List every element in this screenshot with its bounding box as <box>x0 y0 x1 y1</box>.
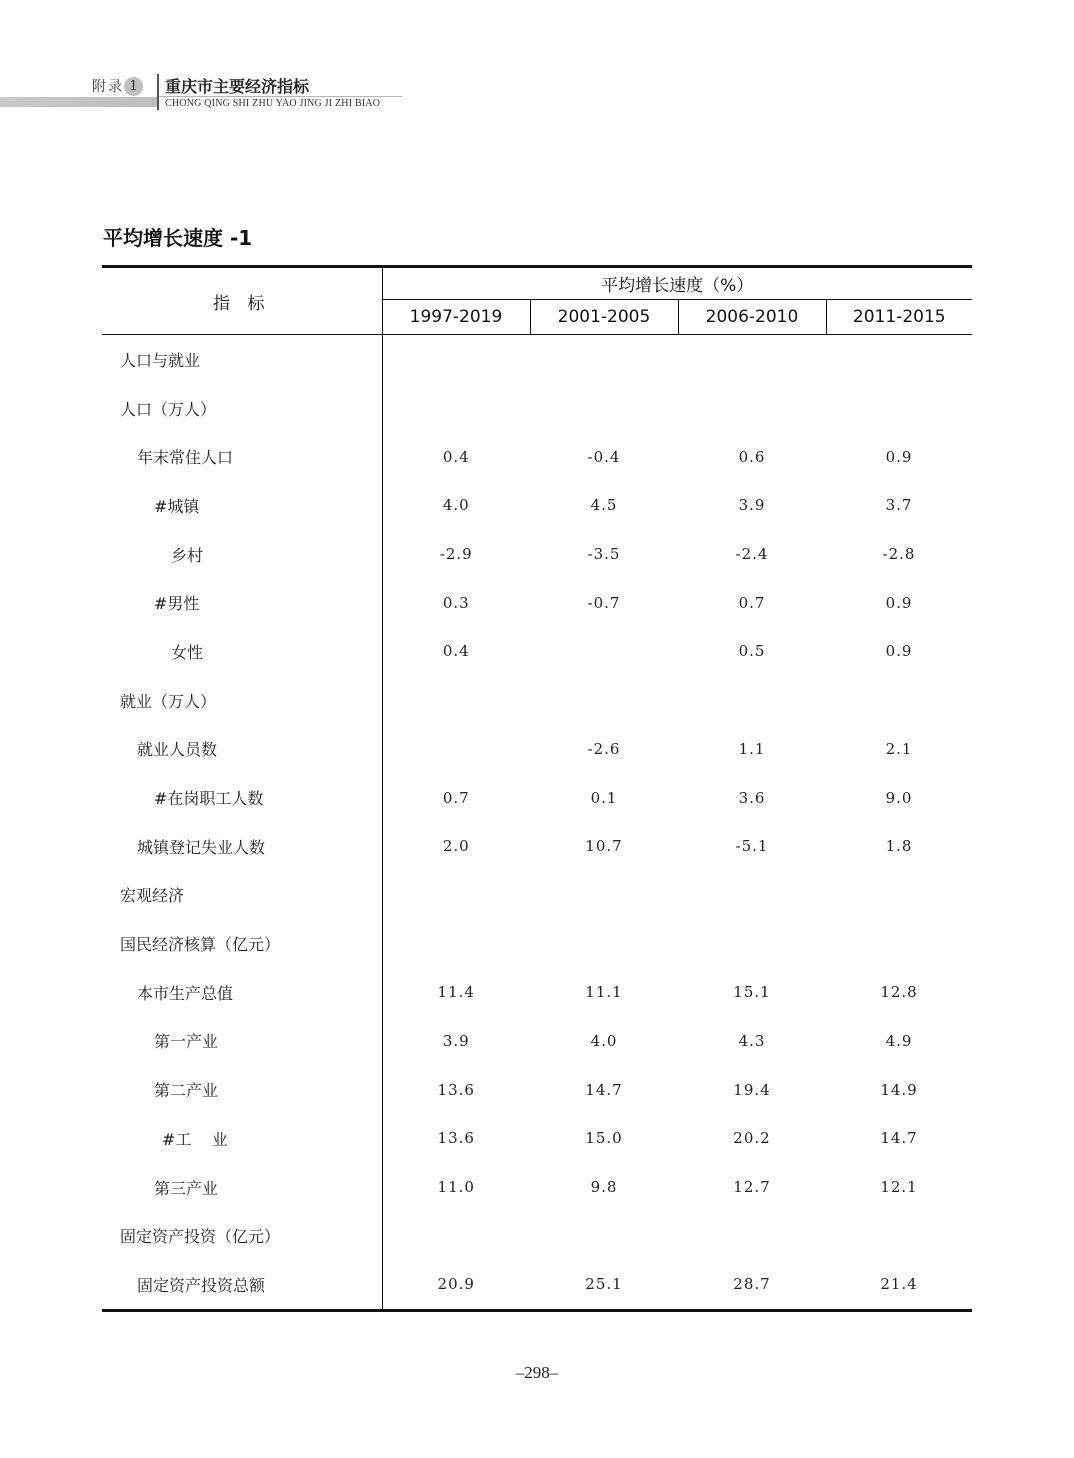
table-row <box>102 384 972 433</box>
appendix-char-2: 录 <box>108 79 122 95</box>
table-row <box>102 1211 972 1260</box>
table-row <box>102 627 972 676</box>
value-cell: 20.9 <box>382 1260 530 1310</box>
value-cell: 12.8 <box>880 983 918 1002</box>
value-cell: -5.1 <box>735 837 769 856</box>
value-cell: -0.4 <box>587 447 621 466</box>
header-gray-band <box>0 97 158 107</box>
value-cell: 11.0 <box>437 1178 475 1197</box>
value-cell <box>530 335 678 384</box>
row-label: 第三产业 <box>102 1163 382 1212</box>
value-cell: 3.7 <box>885 496 913 515</box>
value-cell: 0.3 <box>442 593 470 612</box>
value-cell: 0.9 <box>885 447 913 466</box>
table-row <box>102 578 972 627</box>
value-cell: 14.7 <box>880 1129 918 1148</box>
value-cell: -2.6 <box>587 739 621 758</box>
running-header-subtitle: CHONG QING SHI ZHU YAO JING JI ZHI BIAO <box>165 98 381 109</box>
appendix-char-1: 附 <box>92 79 106 95</box>
value-cell <box>678 335 826 384</box>
value-cell: 4.0 <box>590 1031 618 1050</box>
value-cell <box>530 627 678 676</box>
value-cell <box>678 871 826 920</box>
value-cell: 4.5 <box>590 496 618 515</box>
row-label: #城镇 <box>102 481 382 530</box>
value-cell: 0.5 <box>738 642 766 661</box>
statistics-table-container <box>102 265 972 1312</box>
value-cell: 11.4 <box>437 983 475 1002</box>
row-label: 第二产业 <box>102 1065 382 1114</box>
value-cell <box>678 1211 826 1260</box>
table-row <box>102 530 972 579</box>
value-cell <box>530 871 678 920</box>
value-cell: 25.1 <box>530 1260 678 1310</box>
value-cell <box>382 919 530 968</box>
value-cell: 3.9 <box>442 1031 470 1050</box>
row-label: #工 业 <box>102 1114 382 1163</box>
value-cell <box>826 919 972 968</box>
value-cell: 0.6 <box>738 447 766 466</box>
header-appendix-label <box>92 76 143 96</box>
row-label: 就业人员数 <box>102 725 382 774</box>
value-cell <box>678 919 826 968</box>
value-cell <box>530 676 678 725</box>
row-label: #在岗职工人数 <box>102 773 382 822</box>
value-cell <box>826 871 972 920</box>
table-row <box>102 1163 972 1212</box>
indicator-column-header: 指 标 <box>102 267 382 335</box>
value-cell: 21.4 <box>826 1260 972 1310</box>
row-label: 国民经济核算（亿元） <box>102 919 382 968</box>
value-cell: 12.7 <box>733 1178 771 1197</box>
value-cell: 2.0 <box>442 837 470 856</box>
value-cell: 13.6 <box>437 1129 475 1148</box>
row-label: 人口与就业 <box>102 335 382 384</box>
table-row <box>102 481 972 530</box>
value-cell: -0.7 <box>587 593 621 612</box>
value-cell: 0.4 <box>442 642 470 661</box>
value-cell: 10.7 <box>585 837 623 856</box>
value-cell: 20.2 <box>733 1129 771 1148</box>
value-cell: 2.1 <box>885 739 913 758</box>
value-cell: -2.8 <box>882 545 916 564</box>
value-cell <box>382 335 530 384</box>
value-cell: 0.1 <box>590 788 618 807</box>
value-cell: 13.6 <box>437 1080 475 1099</box>
value-cell: 0.9 <box>885 642 913 661</box>
row-label: #男性 <box>102 578 382 627</box>
value-cell: -2.9 <box>439 545 473 564</box>
table-row <box>102 822 972 871</box>
table-row <box>102 773 972 822</box>
value-cell: 15.0 <box>585 1129 623 1148</box>
table-row <box>102 1065 972 1114</box>
value-cell: 19.4 <box>733 1080 771 1099</box>
value-cell <box>678 676 826 725</box>
value-cell <box>530 1211 678 1260</box>
appendix-number-badge: 1 <box>124 77 143 96</box>
row-label: 城镇登记失业人数 <box>102 822 382 871</box>
table-row <box>102 968 972 1017</box>
value-cell: 12.1 <box>880 1178 918 1197</box>
value-cell: 0.7 <box>442 788 470 807</box>
value-cell <box>530 919 678 968</box>
page-number: –298– <box>515 1363 559 1382</box>
value-cell: 11.1 <box>585 983 623 1002</box>
value-cell <box>382 725 530 774</box>
table-row <box>102 432 972 481</box>
table-row <box>102 919 972 968</box>
growth-rate-group-header: 平均增长速度（%） <box>382 267 972 300</box>
value-cell: 15.1 <box>733 983 771 1002</box>
value-cell <box>382 1211 530 1260</box>
value-cell: 1.1 <box>738 739 766 758</box>
table-row <box>102 871 972 920</box>
value-cell: -2.4 <box>735 545 769 564</box>
period-header: 2011-2015 <box>826 300 972 335</box>
row-label: 就业（万人） <box>102 676 382 725</box>
period-header: 2001-2005 <box>530 300 678 335</box>
value-cell <box>826 335 972 384</box>
table-row <box>102 1017 972 1066</box>
value-cell <box>826 1211 972 1260</box>
row-label: 宏观经济 <box>102 871 382 920</box>
period-header: 2006-2010 <box>678 300 826 335</box>
value-cell <box>678 384 826 433</box>
value-cell: 3.6 <box>738 788 766 807</box>
value-cell <box>826 676 972 725</box>
table-row <box>102 335 972 384</box>
value-cell: 3.9 <box>738 496 766 515</box>
value-cell: 4.3 <box>738 1031 766 1050</box>
table-title: 平均增长速度 -1 <box>103 226 253 250</box>
value-cell <box>382 676 530 725</box>
row-label: 乡村 <box>102 530 382 579</box>
row-label: 第一产业 <box>102 1017 382 1066</box>
value-cell <box>826 384 972 433</box>
value-cell <box>382 871 530 920</box>
table-row <box>102 725 972 774</box>
statistics-table <box>102 265 972 1312</box>
table-body <box>102 335 972 1311</box>
row-label: 固定资产投资总额 <box>102 1260 382 1310</box>
value-cell: 1.8 <box>885 837 913 856</box>
value-cell: 4.9 <box>885 1031 913 1050</box>
value-cell: 14.7 <box>585 1080 623 1099</box>
value-cell: 9.8 <box>590 1178 618 1197</box>
row-label: 本市生产总值 <box>102 968 382 1017</box>
table-row <box>102 1114 972 1163</box>
period-header: 1997-2019 <box>382 300 530 335</box>
row-label: 固定资产投资（亿元） <box>102 1211 382 1260</box>
value-cell: 14.9 <box>880 1080 918 1099</box>
running-header-title: 重庆市主要经济指标 <box>165 77 310 96</box>
value-cell: 0.7 <box>738 593 766 612</box>
value-cell <box>382 384 530 433</box>
value-cell: 4.0 <box>442 496 470 515</box>
row-label: 年末常住人口 <box>102 432 382 481</box>
value-cell: 0.4 <box>442 447 470 466</box>
value-cell: 9.0 <box>885 788 913 807</box>
value-cell: 0.9 <box>885 593 913 612</box>
value-cell: 28.7 <box>678 1260 826 1310</box>
row-label: 人口（万人） <box>102 384 382 433</box>
value-cell <box>530 384 678 433</box>
table-row <box>102 676 972 725</box>
header-divider <box>157 74 159 110</box>
row-label: 女性 <box>102 627 382 676</box>
table-row <box>102 1260 972 1310</box>
value-cell: -3.5 <box>587 545 621 564</box>
